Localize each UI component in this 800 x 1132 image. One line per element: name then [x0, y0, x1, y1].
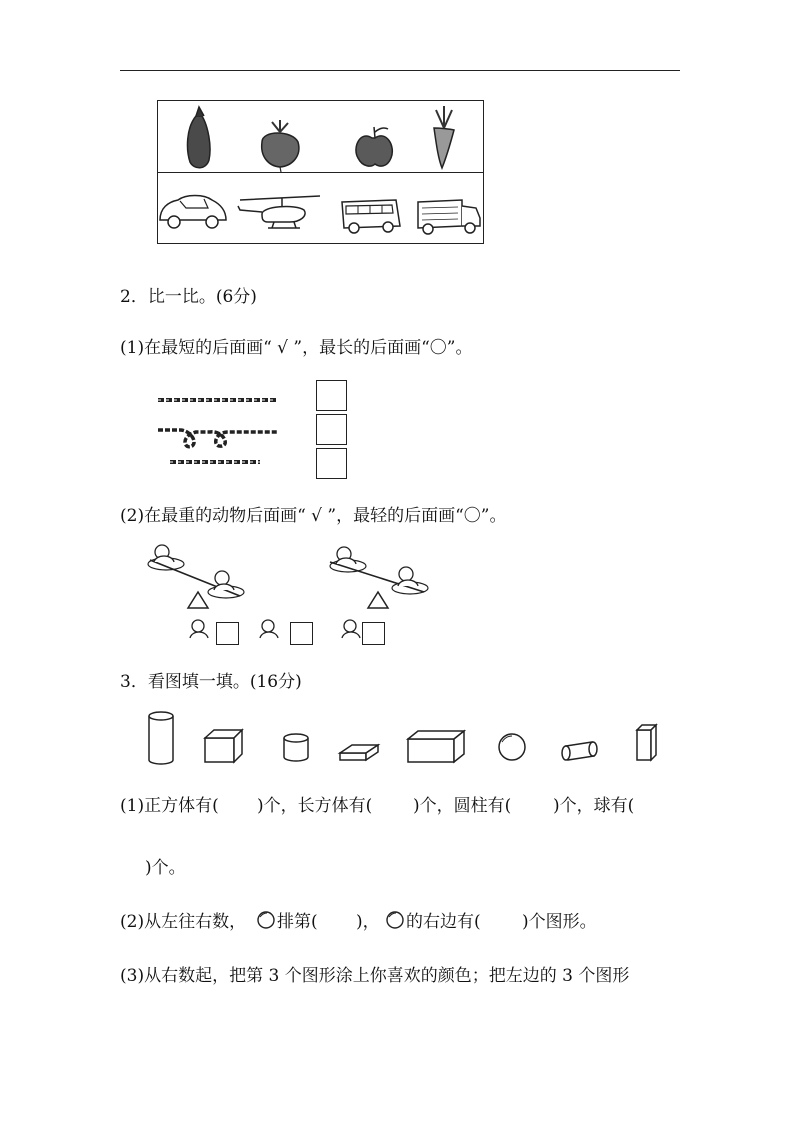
right-count-blank[interactable]	[488, 910, 520, 934]
dog-icon	[398, 567, 418, 586]
dog-icon	[336, 547, 356, 564]
dog-icon	[154, 545, 174, 562]
sphere-icon	[499, 734, 525, 760]
dog-icon	[214, 571, 234, 590]
q3-p2-text-e: )个图形。	[522, 912, 597, 932]
rope-answer-box-2[interactable]	[316, 414, 347, 445]
truck-icon	[418, 200, 480, 234]
short-cylinder-icon	[284, 734, 308, 761]
apple-icon	[356, 127, 392, 166]
cube-count-blank[interactable]	[224, 794, 254, 818]
radish-icon	[262, 120, 299, 172]
sphere-count-blank[interactable]	[112, 856, 142, 880]
q3-heading: 3．看图填一填。(16分)	[120, 672, 302, 692]
helicopter-icon	[238, 196, 320, 228]
flat-cuboid-icon	[340, 745, 378, 760]
dog-icon	[342, 620, 360, 638]
q3-p1-text-b: )个，长方体有(	[257, 796, 373, 816]
q3-p1-text-d: )个，球有(	[553, 796, 635, 816]
q3-p1-text-a: (1)正方体有(	[120, 796, 219, 816]
rope-coiled	[158, 430, 278, 447]
q3-p1-text-e: )个。	[145, 858, 186, 878]
q3-p1-text-c: )个，圆柱有(	[413, 796, 512, 816]
car-icon	[160, 196, 226, 229]
cuboid-icon	[408, 731, 464, 762]
cube-icon	[205, 730, 242, 762]
seesaw-right	[330, 547, 428, 608]
animal-answer-box-1[interactable]	[216, 622, 239, 645]
q3-p2-text-a: (2)从左往右数，	[120, 912, 247, 932]
bus-icon	[342, 200, 400, 233]
tall-cylinder-icon	[149, 712, 173, 764]
sphere-position-blank[interactable]	[322, 910, 354, 934]
lying-cylinder-icon	[562, 742, 597, 760]
q2-part2-instruction: (2)在最重的动物后面画“ √ ”，最轻的后面画“〇”。	[120, 506, 507, 526]
rope-answer-box-3[interactable]	[316, 448, 347, 479]
q3-p2-text-b: 排第(	[277, 912, 318, 932]
sphere-inline-icon	[255, 910, 277, 932]
q2-part1-instruction: (1)在最短的后面画“ √ ”，最长的后面画“〇”。	[120, 338, 473, 358]
rope-answer-box-1[interactable]	[316, 380, 347, 411]
animal-answer-box-2[interactable]	[290, 622, 313, 645]
cuboid-count-blank[interactable]	[380, 794, 410, 818]
cylinder-count-blank[interactable]	[520, 794, 550, 818]
q2-heading: 2．比一比。(6分)	[120, 287, 257, 307]
tall-cuboid-icon	[637, 725, 656, 760]
dog-icon	[260, 620, 278, 638]
animal-answer-box-3[interactable]	[362, 622, 385, 645]
shapes-row	[0, 700, 800, 780]
ropes-drawing	[150, 390, 290, 470]
seesaw-left	[148, 545, 244, 608]
sphere-inline-icon	[384, 910, 406, 932]
q3-p2-text-d: 的右边有(	[406, 912, 481, 932]
q3-p2-text-c: )，	[356, 912, 380, 932]
dog-icon	[190, 620, 208, 638]
carrot-icon	[434, 106, 454, 168]
picture-table-drawings	[0, 0, 800, 260]
q3-p3-instruction: (3)从右数起，把第 3 个图形涂上你喜欢的颜色；把左边的 3 个图形	[120, 966, 630, 986]
eggplant-icon	[188, 107, 211, 168]
